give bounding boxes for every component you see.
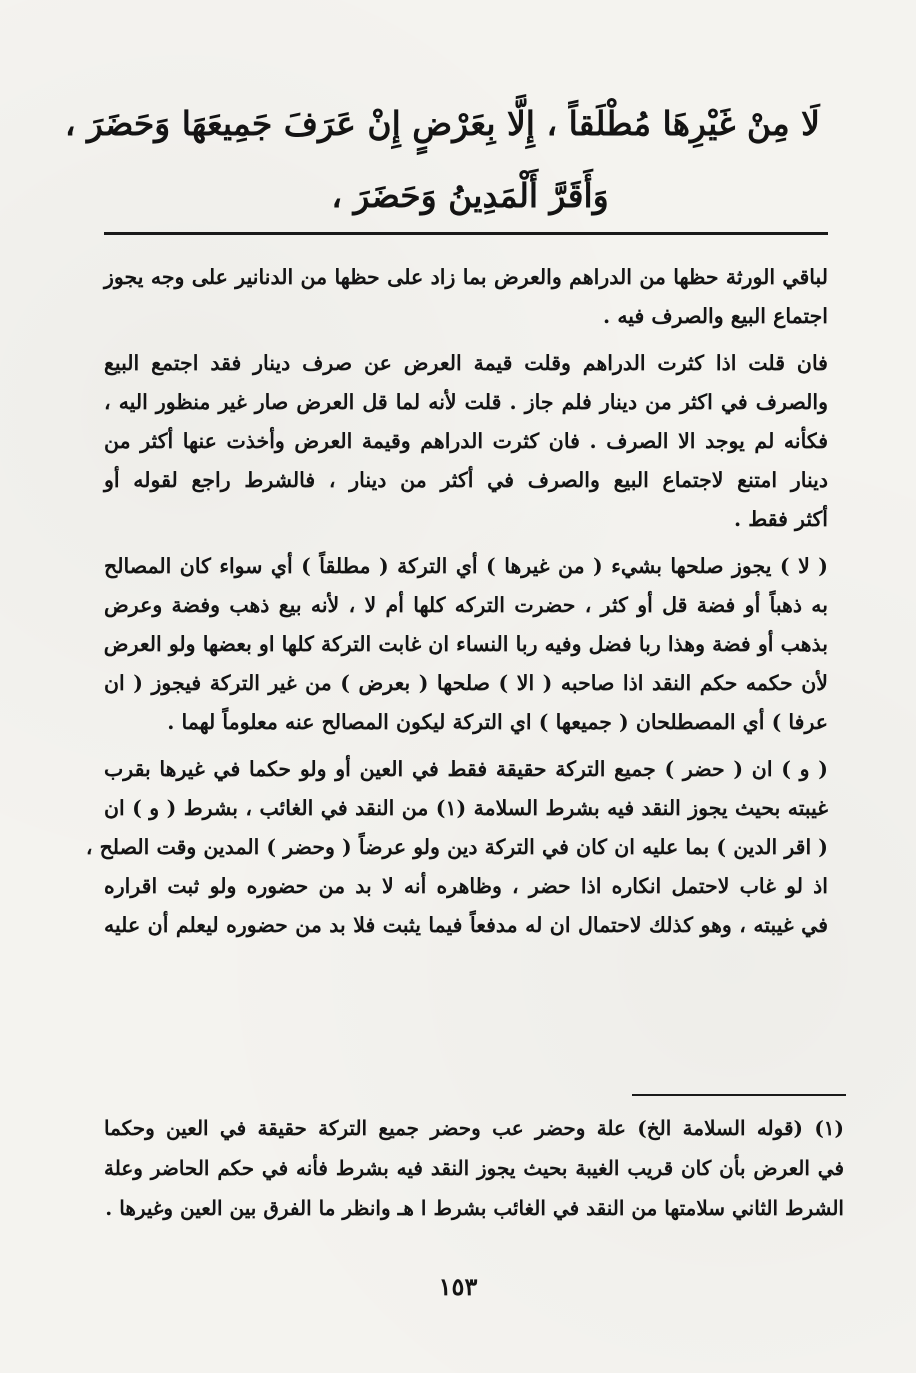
text-line: ( و ) ان ( حضر ) جميع التركة حقيقة فقط في العين أو ولو حكما في غيرها بقرب [104,757,828,781]
text-line: أكثر فقط . [734,507,828,531]
text-line: ( لا ) يجوز صلحها بشيء ( من غيرها ) أي التركة ( مطلقاً ) أي سواء كان المصالح [104,554,828,578]
header-divider [104,232,828,235]
text-line: لأن حكمه حكم النقد اذا صاحبه ( الا ) صلحها ( بعرض ) من غير التركة فيجوز ( ان [104,671,828,695]
text-line: بذهب أو فضة وهذا ربا فضل وفيه ربا النساء ان غابت التركة كلها او بعضها ولو العرض [103,632,828,656]
footnote-divider [632,1094,846,1096]
footnote-line: الشرط الثاني سلامتها من النقد في الغائب بشرط ا هـ وانظر ما الفرق بين العين وغيرها . [105,1196,844,1220]
text-line: غيبته بحيث يجوز النقد فيه بشرط السلامة (١) من النقد في الغائب ، بشرط ( و ) ان [104,796,829,820]
text-line: في غيبته ، وهو كذلك لاحتمال ان له مدفعاً فيما يثبت فلا بد من حضوره ليعلم أن عليه [104,913,828,937]
paragraph [104,547,828,742]
footnote-line: (١) (قوله السلامة الخ) علة وحضر عب وحضر جميع التركة حقيقة في العين وحكما [104,1116,844,1140]
text-line: فان قلت اذا كثرت الدراهم وقلت قيمة العرض عن صرف دينار فقد اجتمع البيع [104,351,828,375]
text-line: ( اقر الدين ) بما عليه ان كان في التركة دين ولو عرضاً ( وحضر ) المدين وقت الصلح ، [85,835,828,859]
page-number: ١٥٣ [438,1272,478,1301]
commentary-text [85,258,829,953]
footnote-line: في العرض بأن كان قريب الغيبة بحيث يجوز النقد فيه بشرط فأنه في حكم الحاضر وعلة [104,1156,844,1180]
matn-text [64,88,820,232]
text-line: اجتماع البيع والصرف فيه . [603,304,828,328]
paragraph [104,258,828,336]
matn-line: لَا مِنْ غَيْرِهَا مُطْلَقاً ، إِلَّا بِعَرْضٍ إِنْ عَرَفَ جَمِيعَهَا وَحَضَرَ ، [64,104,820,143]
text-line: به ذهباً أو فضة قل أو كثر ، حضرت التركه كلها أم لا ، لأنه بيع ذهب وفضة وعرض [104,593,828,617]
footnote [104,1108,844,1228]
text-line: اذ لو غاب لاحتمل انكاره اذا حضر ، وظاهره أنه لا بد من حضوره ولو ثبت اقراره [104,874,828,898]
text-line: فكأنه لم يوجد الا الصرف . فان كثرت الدراهم وقيمة العرض وأخذت عنها أكثر من [104,429,828,453]
paragraph [85,750,829,945]
text-line: عرفا ) أي المصطلحان ( جميعها ) اي التركة ليكون المصالح عنه معلوماً لهما . [167,710,828,734]
text-line: والصرف في اكثر من دينار فلم جاز . قلت لأنه لما قل العرض صار غير منظور اليه ، [104,390,828,414]
paragraph [104,344,828,539]
matn-line: وَأَقَرَّ أَلْمَدِينُ وَحَضَرَ ، [331,176,609,215]
text-line: دينار امتنع لاجتماع البيع والصرف في أكثر من دينار ، فالشرط راجع لقوله أو [104,468,828,492]
text-line: لباقي الورثة حظها من الدراهم والعرض بما زاد على حظها من الدنانير على وجه يجوز [104,265,828,289]
